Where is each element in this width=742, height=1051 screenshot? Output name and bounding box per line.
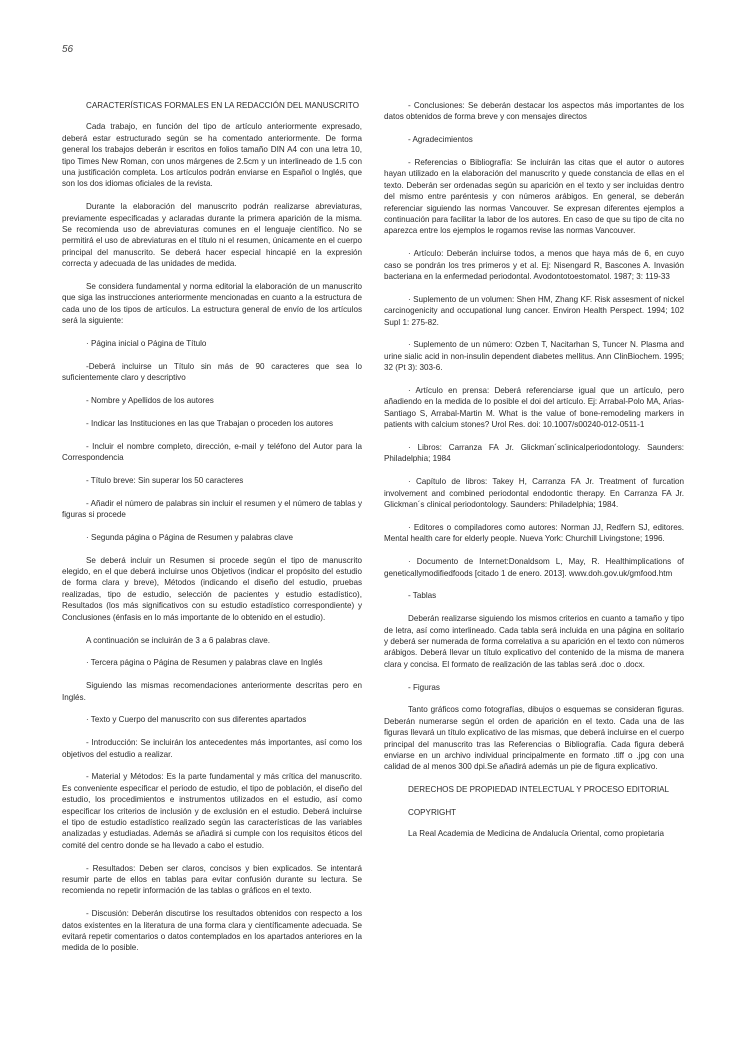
- paragraph: Se deberá incluir un Resumen si procede según el tipo de manuscrito elegido, en el que deberá incluirse unos Objetivos (indicar el propósito del estudio de forma clara y breve), Métodos (indicando el diseño del estudio, pruebas realizadas, tipo de estudio, selección de pacientes y estudio estadístico), Resultados (los más significativos con su estudio estadístico correspondiente) y Conclusiones (énfasis en lo más importante de lo obtenido en el estudio).: [62, 555, 362, 622]
- paragraph: - Añadir el número de palabras sin incluir el resumen y el número de tablas y figuras si procede: [62, 498, 362, 520]
- paragraph: Tanto gráficos como fotografías, dibujos o esquemas se consideran figuras. Deberán numerarse según el orden de aparición en el texto. Cada una de las figuras llevará un título explicativo de las mismas, que deberá incluirse en el cuerpo principal del manuscrito tras las Referencias o Bibliografía. Cada figura deberá enviarse en un archivo individual principalmente en formato .tiff o .jpg con una calidad de al menos 300 dpi.Se añadirá además un pie de figura explicativo.: [384, 705, 684, 772]
- paragraph: · Artículo en prensa: Deberá referenciarse igual que un artículo, pero añadiendo en la medida de lo posible el doi del artículo. Ej: Arrabal-Polo MA, Arias-Santiago S, Arrabal-Martin M. What is the value of bone-remodeling markers in patients with calcium stones? Urol Res. doi: 10.1007/s00240-012-0511-1: [384, 386, 684, 430]
- paragraph: · Página inicial o Página de Título: [86, 339, 207, 349]
- paragraph: Se considera fundamental y norma editorial la elaboración de un manuscrito que siga las instrucciones anteriormente mencionadas en cuanto a la estructura de cada uno de los tipos de artículos. La estructura general de envío de los artículos será la siguiente:: [62, 282, 362, 326]
- paragraph: - Nombre y Apellidos de los autores: [86, 396, 214, 406]
- paragraph: · Editores o compiladores como autores: Norman JJ, Redfern SJ, editores. Mental health care for elderly people. Nueva York: Churchill Livingstone; 1996.: [384, 522, 684, 544]
- paragraph: - Título breve: Sin superar los 50 caracteres: [86, 475, 244, 485]
- paragraph: - Figuras: [408, 682, 440, 692]
- paragraph: Cada trabajo, en función del tipo de artículo anteriormente expresado, deberá estar estructurado según se ha comentado anteriormente. De forma general los trabajos deberán ir escritos en folios tamaño DIN A4 con una letra 10, tipo Times New Roman, con unos márgenes de 2.5cm y un interlineado de 1.5 con una justificación completa. Los artículos podrán enviarse en Español o Inglés, que son los dos idiomas oficiales de la revista.: [62, 122, 362, 189]
- paragraph: - Incluir el nombre completo, dirección, e-mail y teléfono del Autor para la Correspondencia: [62, 441, 362, 463]
- section-heading: COPYRIGHT: [408, 807, 457, 817]
- paragraph: · Documento de Internet:Donaldsom L, May, R. Healthimplications of geneticallymodifiedfoods [citado 1 de enero. 2013]. www.doh.gov.uk/gmfood.htm: [384, 557, 684, 578]
- left-column: [62, 100, 362, 965]
- paragraph: Deberán realizarse siguiendo los mismos criterios en cuanto a tamaño y tipo de letra, así como interlineado. Cada tabla será incluida en una página en solitario y deberá ser numerada de forma correlativa a su aparición en el texto con números arábigos. Deberá llevar un título explicativo del contenido de la misma de manera clara y concisa. El formato de realización de las tablas será .doc o .docx.: [384, 614, 684, 669]
- paragraph: · Capítulo de libros: Takey H, Carranza FA Jr. Treatment of furcation involvement and combined periodontal endodontic therapy. En Carranza FA Jr. Glickman´s clinical periodontology. Saunders: Philadelphia; 1984.: [384, 477, 684, 510]
- paragraph: - Referencias o Bibliografía: Se incluirán las citas que el autor o autores hayan utilizado en la elaboración del manuscrito y quede constancia de ellas en el texto. Deberán ser ordenadas según su aparición en el texto y ser incluidas dentro del mismo entre paréntesis y con números arábigos. En general, se deberán referenciar siguiendo las normas Vancouver. Se expresan diferentes ejemplos a continuación para facilitar la labor de los autores. En caso de que su tipo de cita no aparezca entre los ejemplos le rogamos revise las normas Vancouver.: [384, 158, 684, 236]
- paragraph: · Artículo: Deberán incluirse todos, a menos que haya más de 6, en cuyo caso se pondrán los tres primeros y et al. Ej: Nisengard R, Bascones A. Invasión bacteriana en la enfermedad periodontal. Avodontotoestomatol. 1987; 3: 119-33: [384, 249, 684, 282]
- paragraph: · Segunda página o Página de Resumen y palabras clave: [86, 532, 293, 542]
- paragraph: -Deberá incluirse un Título sin más de 90 caracteres que sea lo suficientemente claro y descriptivo: [62, 361, 362, 383]
- paragraph: · Suplemento de un volumen: Shen HM, Zhang KF. Risk assesment of nickel carcinogenicity and occupational lung cancer. Environ Health Perspect. 1994; 102 Supl 1: 275-82.: [384, 294, 684, 327]
- paragraph: - Discusión: Deberán discutirse los resultados obtenidos con respecto a los datos existentes en la literatura de una forma clara y científicamente adecuada. Se evitará repetir comentarios o datos contemplados en los apartados anteriores en la medida de lo posible.: [62, 909, 362, 953]
- section-heading: DERECHOS DE PROPIEDAD INTELECTUAL Y PROCESO EDITORIAL: [408, 785, 670, 795]
- paragraph: A continuación se incluirán de 3 a 6 palabras clave.: [86, 635, 271, 645]
- paragraph: · Suplemento de un número: Ozben T, Nacitarhan S, Tuncer N. Plasma and urine sialic acid in non-insulin dependent diabetes mellitus. Ann ClinBiochem. 1995; 32 (Pt 3): 303-6.: [384, 340, 684, 373]
- paragraph: - Agradecimientos: [408, 135, 473, 145]
- paragraph: · Libros: Carranza FA Jr. Glickman´sclinicalperiodontology. Saunders: Philadelphia; 1984: [384, 443, 684, 464]
- right-column: [384, 100, 684, 851]
- page-number: 56: [62, 44, 74, 55]
- paragraph: - Introducción: Se incluirán los antecedentes más importantes, así como los objetivos del estudio a realizar.: [62, 738, 362, 759]
- paragraph: - Resultados: Deben ser claros, concisos y bien explicados. Se intentará resumir parte de ellos en tablas para evitar confusión durante su lectura. Se recomienda no repetir información de las tablas o gráficos en el texto.: [62, 863, 362, 896]
- paragraph: - Indicar las Instituciones en las que Trabajan o proceden los autores: [86, 418, 334, 428]
- paragraph: - Conclusiones: Se deberán destacar los aspectos más importantes de los datos obtenidos de forma breve y con mensajes directos: [384, 101, 684, 122]
- paragraph: Durante la elaboración del manuscrito podrán realizarse abreviaturas, previamente especificadas y aclaradas durante la primera aparición de la misma. Se recomienda uso de abreviaturas comunes en el lenguaje científico. No se permitirá el uso de abreviaturas en el título ni el resumen, únicamente en el cuerpo principal del manuscrito. Se deberá hacer especial hincapié en la expresión correcta y adecuada de las unidades de medida.: [62, 202, 362, 269]
- paragraph: - Material y Métodos: Es la parte fundamental y más crítica del manuscrito. Es conveniente especificar el periodo de estudio, el tipo de población, el diseño del estudio, los procedimientos e instrumentos utilizados en el estudio, así como especificar los criterios de inclusión y de exclusión en el estudio. Deberá incluirse el tipo de estudio estadístico realizado según las características de las variables analizadas y estudiadas. Además se añadirá si cumple con los requisitos éticos del comité del centro donde se ha llevado a cabo el estudio.: [62, 772, 362, 850]
- paragraph: Siguiendo las mismas recomendaciones anteriormente descritas pero en Inglés.: [62, 681, 362, 702]
- paragraph: La Real Academia de Medicina de Andalucía Oriental, como propietaria: [408, 828, 665, 838]
- paragraph: · Tercera página o Página de Resumen y palabras clave en Inglés: [86, 658, 323, 668]
- paragraph: - Tablas: [408, 591, 437, 601]
- section-heading: CARACTERÍSTICAS FORMALES EN LA REDACCIÓN DEL MANUSCRITO: [86, 101, 359, 110]
- paragraph: · Texto y Cuerpo del manuscrito con sus diferentes apartados: [86, 715, 307, 725]
